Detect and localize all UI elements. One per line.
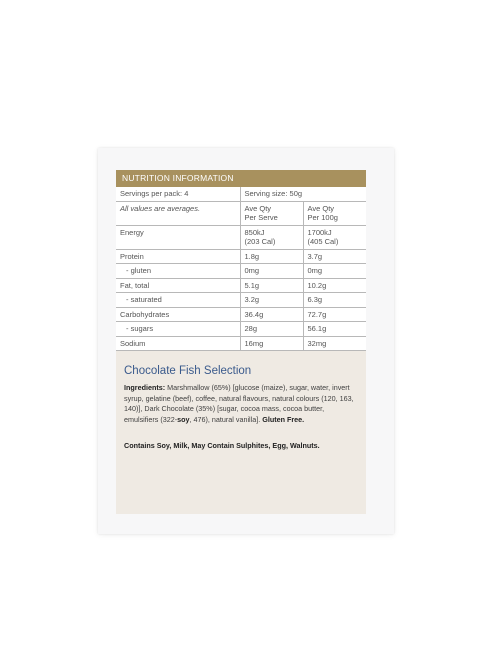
nutrient-label: - gluten: [116, 264, 240, 279]
value-per-serve: [240, 322, 303, 337]
table-row: [116, 264, 366, 279]
value-per-serve: [240, 225, 303, 249]
nutrient-label: Fat, total: [116, 278, 240, 293]
nutrition-table: [116, 187, 366, 351]
value-per-serve: [240, 249, 303, 264]
value-per-serve: [240, 278, 303, 293]
value-per-100g: [303, 249, 366, 264]
value-line: 6.3g: [307, 295, 323, 304]
value-line: 10.2g: [307, 280, 327, 290]
value-line: 1700kJ: [307, 227, 332, 237]
col-header-line: Per 100g: [307, 213, 338, 222]
averages-note: All values are averages.: [116, 201, 240, 225]
nutrient-label: Sodium: [116, 336, 240, 351]
value-line: 28g: [244, 324, 258, 333]
serving-size: Serving size: 50g: [240, 187, 366, 201]
value-line: 5.1g: [244, 280, 260, 290]
table-row: [116, 336, 366, 351]
col-header-per-serve: [240, 201, 303, 225]
table-row: [116, 307, 366, 322]
label-panel: [116, 170, 366, 514]
value-line: 850kJ: [244, 227, 265, 237]
ingredients-part-2: , 476), natural vanilla].: [189, 414, 263, 424]
product-section: [116, 351, 366, 452]
table-row: [116, 187, 366, 201]
value-line: 72.7g: [307, 309, 327, 319]
value-per-100g: [303, 336, 366, 351]
nutrient-label: Carbohydrates: [116, 307, 240, 322]
table-row: [116, 293, 366, 308]
nutrition-header: NUTRITION INFORMATION: [116, 170, 366, 187]
ingredients-label: Ingredients:: [124, 383, 166, 392]
allergen-statement: Contains Soy, Milk, May Contain Sulphites, Egg, Walnuts.: [124, 441, 320, 450]
gluten-free-note: Gluten Free.: [262, 414, 305, 424]
table-row: [116, 225, 366, 249]
nutrient-label: Energy: [116, 225, 240, 249]
product-name: Chocolate Fish Selection: [124, 365, 252, 377]
value-per-100g: [303, 264, 366, 279]
value-per-serve: [240, 293, 303, 308]
value-per-100g: [303, 278, 366, 293]
table-row: [116, 249, 366, 264]
table-row: [116, 278, 366, 293]
col-header-line: Per Serve: [244, 213, 278, 222]
col-header-per-100g: [303, 201, 366, 225]
ingredients-part-1: Marshmallow (65%) [glucose (maize), sugar, water, invert syrup, gelatine (beef), coffee, natural flavours, natural colours (120, 163, 140)], Dark Chocolate (35%) [sugar, cocoa mass, cocoa butter, emulsifiers (322-: [124, 383, 354, 424]
col-header-line: Ave Qty: [307, 203, 335, 213]
col-header-line: Ave Qty: [244, 203, 272, 213]
product-label-card: [98, 148, 394, 534]
value-per-serve: [240, 307, 303, 322]
value-per-100g: [303, 307, 366, 322]
table-row: [116, 201, 366, 225]
nutrient-label: - saturated: [116, 293, 240, 308]
value-per-100g: [303, 293, 366, 308]
value-line: 16mg: [244, 338, 264, 348]
value-line: 1.8g: [244, 251, 260, 261]
nutrient-label: Protein: [116, 249, 240, 264]
value-per-serve: [240, 264, 303, 279]
value-line: 36.4g: [244, 309, 264, 319]
nutrient-label: - sugars: [116, 322, 240, 337]
ingredients-soy: soy: [177, 414, 190, 424]
servings-per-pack: Servings per pack: 4: [116, 187, 240, 201]
value-per-100g: [303, 322, 366, 337]
value-line: 0mg: [307, 266, 323, 275]
table-row: [116, 322, 366, 337]
value-line: 0mg: [244, 266, 260, 275]
value-line: 32mg: [307, 338, 327, 348]
value-line: 56.1g: [307, 324, 327, 333]
value-line: 3.2g: [244, 295, 260, 304]
value-per-100g: [303, 225, 366, 249]
value-line: (405 Cal): [307, 237, 339, 246]
value-line: (203 Cal): [244, 237, 276, 246]
value-line: 3.7g: [307, 251, 323, 261]
ingredients-text: [124, 383, 360, 425]
value-per-serve: [240, 336, 303, 351]
